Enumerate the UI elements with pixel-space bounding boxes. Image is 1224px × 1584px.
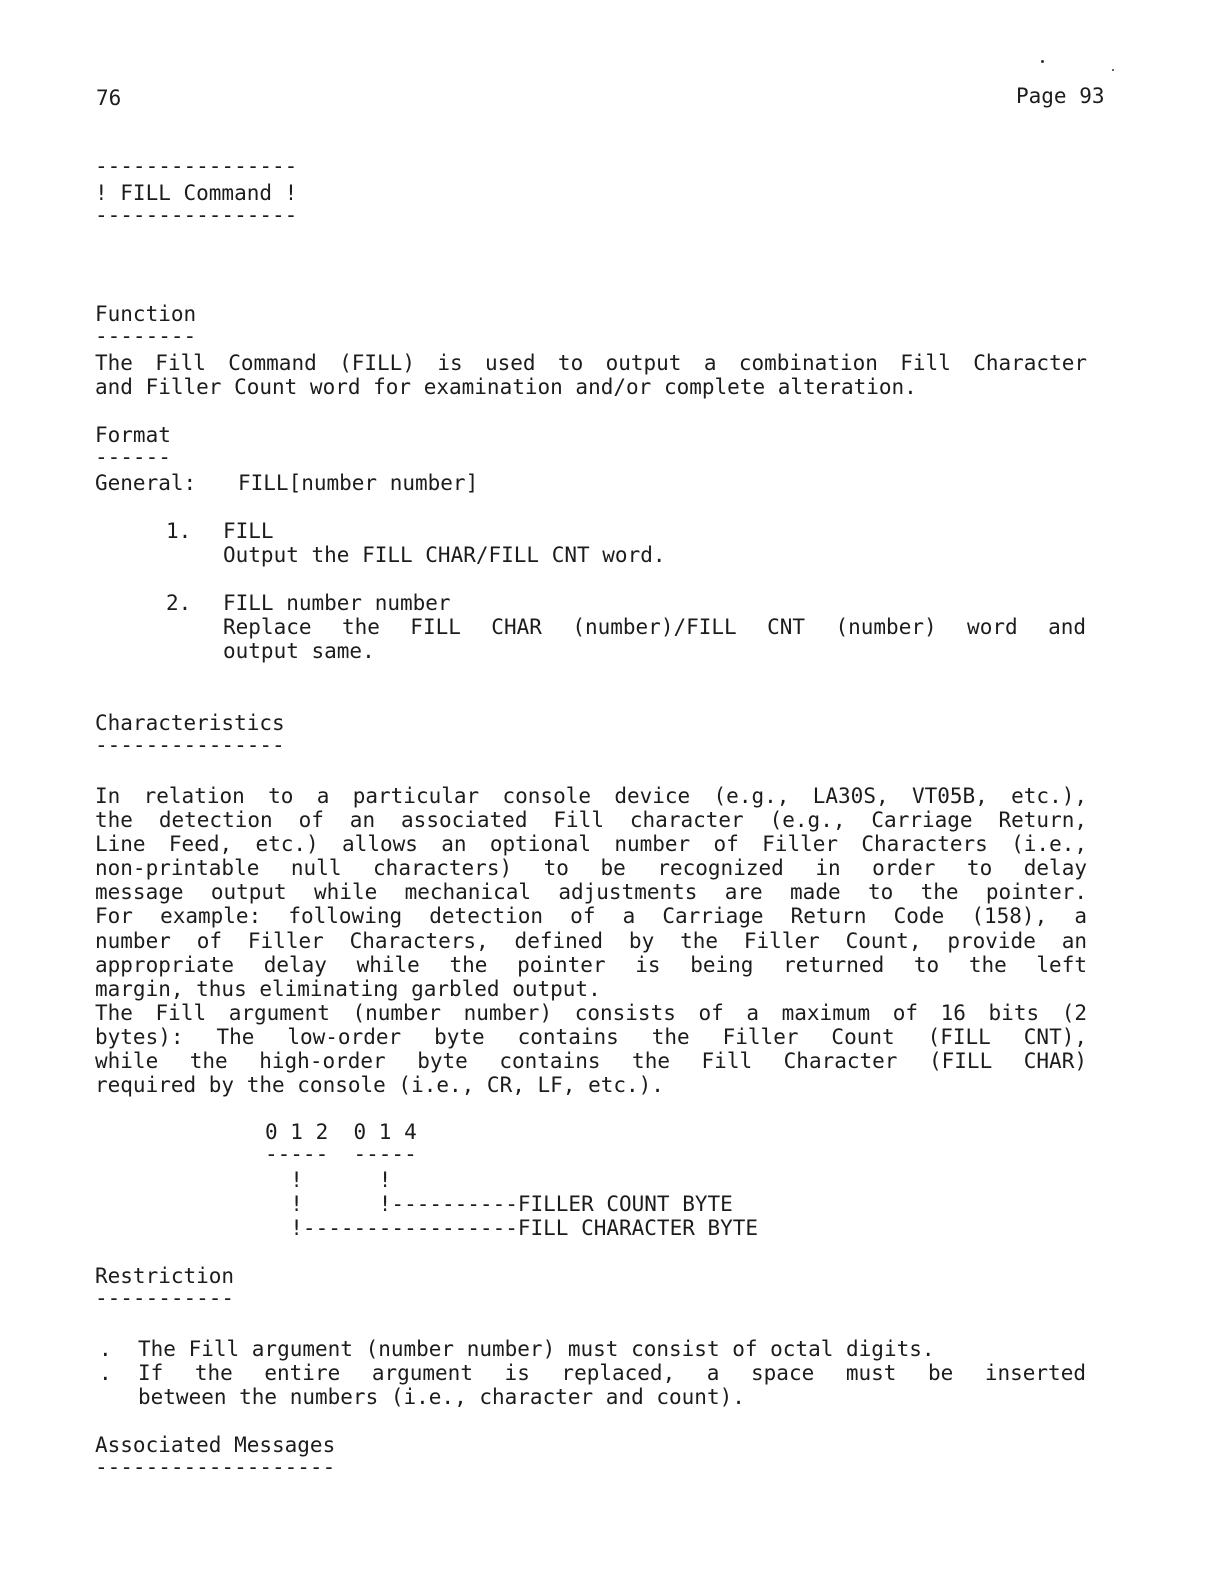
page-number-left: 76 (96, 86, 122, 110)
restriction-bullet: . (99, 1361, 112, 1385)
characteristics-line: while the high-order byte contains the Fill Character (FILL CHAR) (95, 1049, 1087, 1074)
characteristics-line: non-printable null characters) to be recognized in order to delay (95, 856, 1087, 881)
format-item-command: FILL (223, 519, 274, 543)
restriction-bullet: . (99, 1337, 112, 1361)
function-heading: Function (95, 302, 197, 326)
scan-speck (1041, 60, 1044, 63)
diagram-filler-count-line: ! !----------FILLER COUNT BYTE (265, 1192, 733, 1216)
diagram-underline: ----- ----- (265, 1142, 417, 1166)
page-title: ! FILL Command ! (95, 181, 298, 205)
characteristics-line: For example: following detection of a Carriage Return Code (158), a (95, 904, 1087, 929)
restriction-heading: Restriction (95, 1264, 235, 1288)
format-item-command: FILL number number (223, 591, 451, 615)
characteristics-line: the detection of an associated Fill character (e.g., Carriage Return, (95, 808, 1087, 833)
associated-messages-heading: Associated Messages (95, 1433, 336, 1457)
format-underline: ------ (95, 445, 171, 469)
function-underline: -------- (95, 324, 197, 348)
diagram-bit-labels: 0 1 2 0 1 4 (265, 1120, 417, 1144)
characteristics-line: bytes): The low-order byte contains the Filler Count (FILL CNT), (95, 1024, 1087, 1049)
page-label-right: Page 93 (1016, 84, 1105, 108)
characteristics-line: margin, thus eliminating garbled output. (95, 976, 601, 1001)
format-item-number: 2. (166, 591, 192, 615)
general-label: General: (95, 471, 197, 495)
characteristics-line: The Fill argument (number number) consists of a maximum of 16 bits (2 (95, 1000, 1087, 1025)
characteristics-line: appropriate delay while the pointer is being returned to the left (95, 952, 1087, 977)
characteristics-body (95, 784, 1087, 1097)
scan-speck (1112, 69, 1114, 71)
characteristics-line: message output while mechanical adjustments are made to the pointer. (95, 880, 1087, 905)
format-item-number: 1. (166, 519, 192, 543)
general-value: FILL[number number] (238, 471, 479, 495)
restriction-underline: ----------- (95, 1286, 235, 1310)
format-heading: Format (95, 423, 171, 447)
diagram-connector: ! ! (265, 1168, 392, 1192)
restriction-item: The Fill argument (number number) must consist of octal digits. (138, 1337, 935, 1361)
characteristics-line: required by the console (i.e., CR, LF, etc.). (95, 1073, 664, 1098)
format-item-description-line: Replace the FILL CHAR (number)/FILL CNT (number) word and (223, 615, 1086, 639)
format-item-description-line: output same. (223, 639, 375, 664)
title-bottom-rule: ---------------- (95, 203, 298, 227)
associated-messages-underline: ------------------- (95, 1455, 336, 1479)
title-top-rule: ---------------- (95, 154, 298, 178)
function-line: and Filler Count word for examination and/or complete alteration. (95, 375, 917, 400)
characteristics-heading: Characteristics (95, 711, 285, 735)
diagram-fill-char-line: !-----------------FILL CHARACTER BYTE (265, 1216, 759, 1240)
format-item-description: Output the FILL CHAR/FILL CNT word. (223, 543, 666, 567)
characteristics-line: In relation to a particular console device (e.g., LA30S, VT05B, etc.), (95, 784, 1087, 808)
restriction-item (138, 1361, 1086, 1409)
function-body (95, 351, 1087, 399)
characteristics-line: number of Filler Characters, defined by the Filler Count, provide an (95, 928, 1087, 953)
format-item-description (223, 615, 1086, 663)
restriction-item-line: If the entire argument is replaced, a space must be inserted (138, 1361, 1086, 1385)
restriction-item-line: between the numbers (i.e., character and count). (138, 1385, 745, 1410)
function-line: The Fill Command (FILL) is used to output a combination Fill Character (95, 351, 1087, 375)
characteristics-line: Line Feed, etc.) allows an optional number of Filler Characters (i.e., (95, 832, 1087, 857)
characteristics-underline: --------------- (95, 733, 285, 757)
